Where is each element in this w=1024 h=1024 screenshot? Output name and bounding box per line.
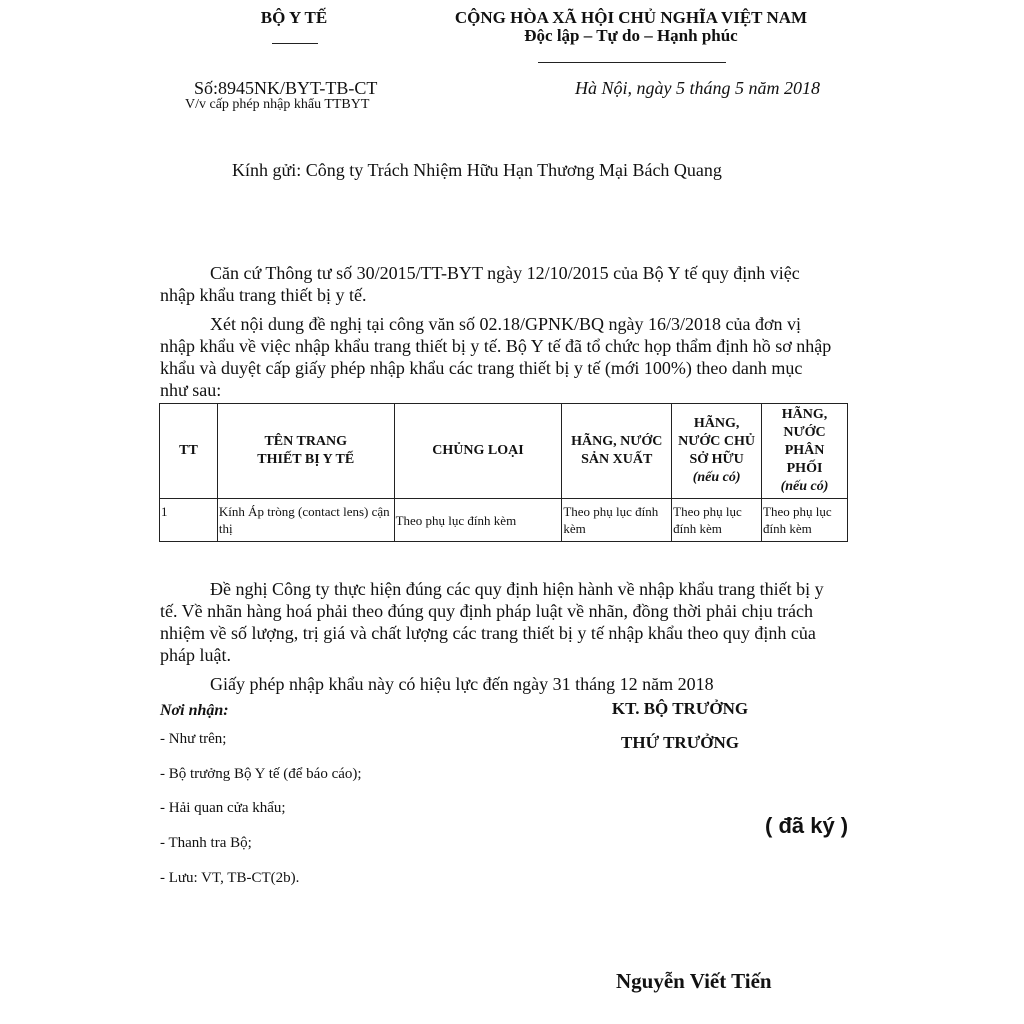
table-header-row <box>160 404 848 499</box>
cell-manufacturer: Theo phụ lục đính kèm <box>562 499 672 542</box>
paragraph-validity <box>160 673 832 695</box>
header-type: CHỦNG LOẠI <box>394 404 562 499</box>
signer-name: Nguyễn Viết Tiến <box>616 969 772 993</box>
header-distributor: HÃNG, NƯỚC PHÂN PHỐI (nếu có) <box>762 404 848 499</box>
nation-motto: Độc lập – Tự do – Hạnh phúc <box>524 26 738 45</box>
header-manufacturer: HÃNG, NƯỚC SẢN XUẤT <box>562 404 672 499</box>
recipient-item: - Lưu: VT, TB-CT(2b). <box>160 870 300 886</box>
paragraph-legal-basis <box>160 262 832 306</box>
signature-title: THỨ TRƯỞNG <box>621 733 739 752</box>
signature-authority: KT. BỘ TRƯỞNG <box>611 699 749 718</box>
cell-tt: 1 <box>160 499 218 542</box>
header-tt: TT <box>160 404 218 499</box>
header-equipment-name: TÊN TRANG THIẾT BỊ Y TẾ <box>217 404 394 499</box>
signed-stamp: ( đã ký ) <box>765 813 849 838</box>
cell-equipment-name: Kính Áp tròng (contact lens) cận thị <box>217 499 394 542</box>
cell-type: Theo phụ lục đính kèm <box>394 499 562 542</box>
ministry-name: BỘ Y TẾ <box>260 8 328 27</box>
paragraph-request <box>160 578 832 666</box>
place-date: Hà Nội, ngày 5 tháng 5 năm 2018 <box>575 78 820 98</box>
recipient-item: - Thanh tra Bộ; <box>160 835 252 851</box>
cell-distributor: Theo phụ lục đính kèm <box>762 499 848 542</box>
paragraph-request-text: Đề nghị Công ty thực hiện đúng các quy định hiện hành về nhập khẩu trang thiết bị y tế. Về nhãn hàng hoá phải theo đúng quy định pháp luật về nhãn, đồng thời phải chịu trách nhiệm về số lượng, trị giá và chất lượng các trang thiết bị y tế nhập khẩu theo quy định của pháp luật. <box>160 579 824 665</box>
paragraph-validity-text: Giấy phép nhập khẩu này có hiệu lực đến ngày 31 tháng 12 năm 2018 <box>210 674 714 694</box>
header-owner: HÃNG, NƯỚC CHỦ SỞ HỮU (nếu có) <box>672 404 762 499</box>
motto-underline <box>538 62 726 63</box>
ministry-underline <box>272 43 318 44</box>
equipment-table <box>159 403 848 542</box>
paragraph-review-text: Xét nội dung đề nghị tại công văn số 02.18/GPNK/BQ ngày 16/3/2018 của đơn vị nhập khẩu về việc nhập khẩu trang thiết bị y tế. Bộ Y tế đã tổ chức họp thẩm định hồ sơ nhập khẩu và duyệt cấp giấy phép nhập khẩu các trang thiết bị y tế (mới 100%) theo danh mục như sau: <box>160 314 832 400</box>
paragraph-review <box>160 313 832 401</box>
paragraph-legal-basis-text: Căn cứ Thông tư số 30/2015/TT-BYT ngày 12/10/2015 của Bộ Y tế quy định việc nhập khẩu trang thiết bị y tế. <box>160 263 800 305</box>
document-subject: V/v cấp phép nhập khẩu TTBYT <box>185 97 370 112</box>
recipient-item: - Bộ trưởng Bộ Y tế (để báo cáo); <box>160 766 362 782</box>
addressee: Kính gửi: Công ty Trách Nhiệm Hữu Hạn Thương Mại Bách Quang <box>232 160 722 180</box>
recipients-title: Nơi nhận: <box>160 702 229 719</box>
nation-title: CỘNG HÒA XÃ HỘI CHỦ NGHĨA VIỆT NAM <box>454 8 808 27</box>
recipient-item: - Như trên; <box>160 731 227 747</box>
cell-owner: Theo phụ lục đính kèm <box>672 499 762 542</box>
document-number: Số:8945NK/BYT-TB-CT <box>194 78 378 98</box>
table-row <box>160 499 848 542</box>
recipient-item: - Hải quan cửa khẩu; <box>160 800 286 816</box>
